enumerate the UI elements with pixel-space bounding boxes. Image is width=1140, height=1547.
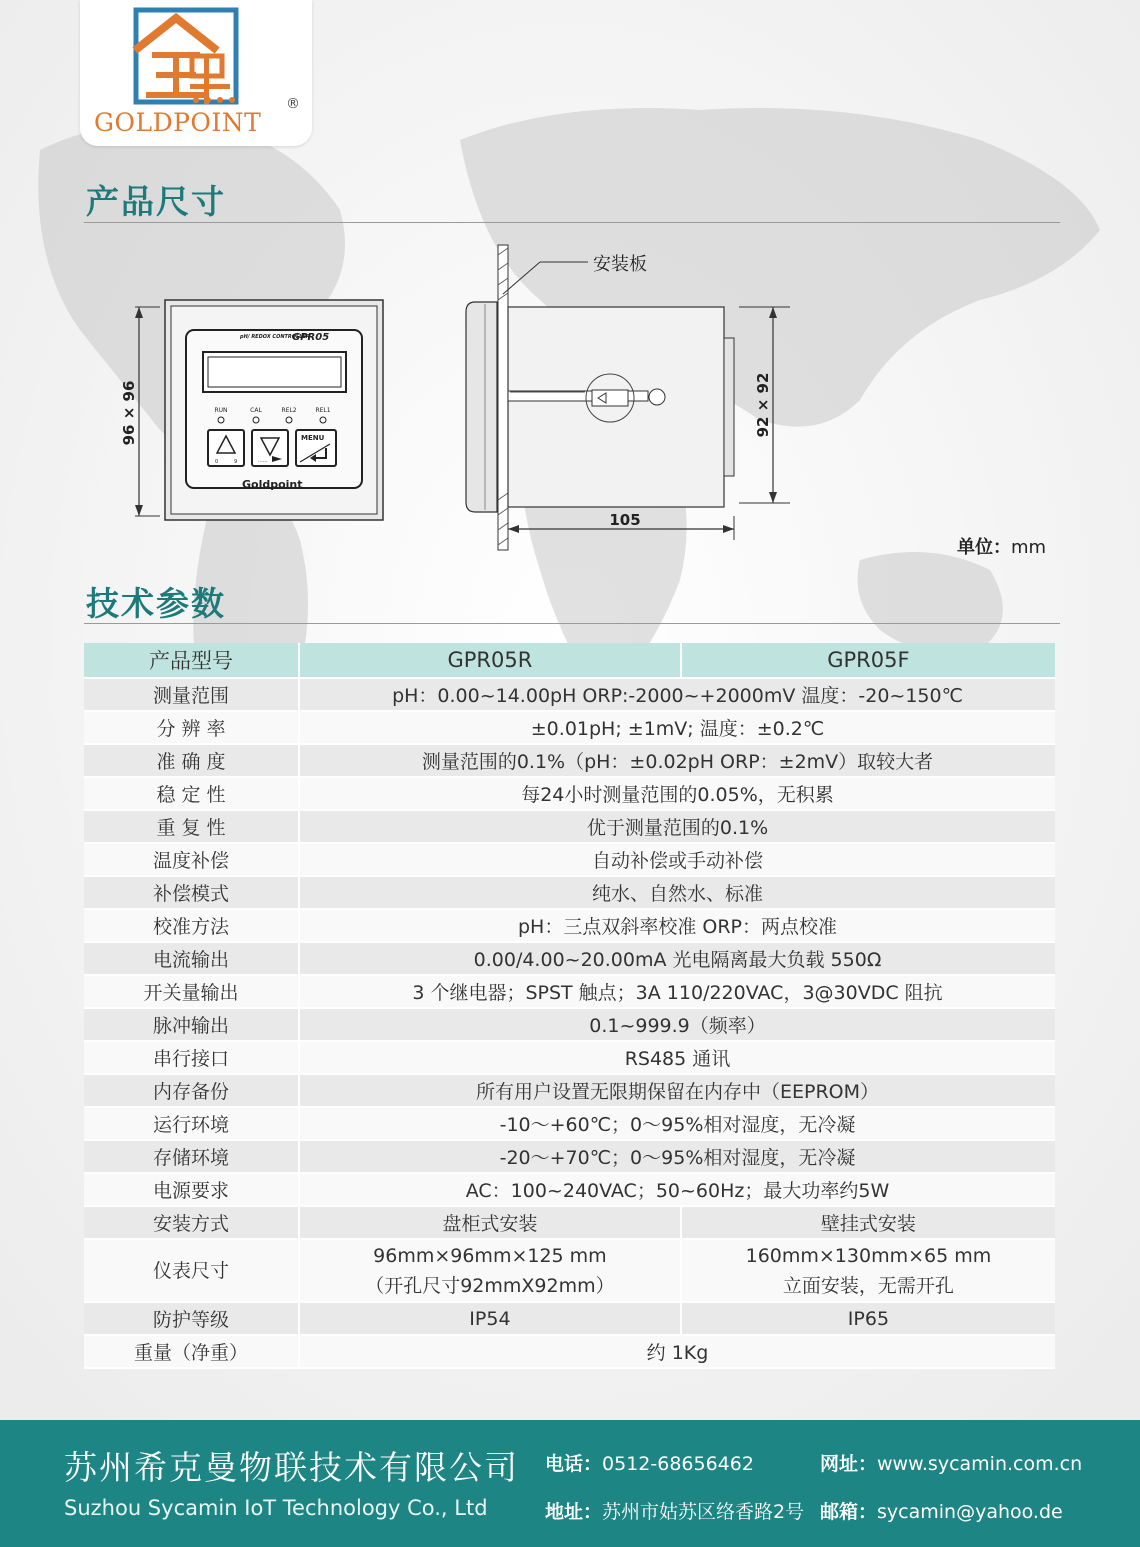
- email-label: 邮箱：: [820, 1501, 878, 1523]
- size-wall-line2: 立面安装，无需开孔: [782, 1274, 954, 1297]
- row-value: 自动补偿或手动补偿: [300, 844, 1055, 877]
- menu-enter-key: [296, 430, 336, 466]
- company-name-en: Suzhou Sycamin IoT Technology Co., Ltd: [64, 1496, 488, 1520]
- row-key: 电流输出: [84, 943, 300, 976]
- panel-model: GPR05: [292, 332, 330, 343]
- table-row: [84, 1141, 1055, 1174]
- company-logo: [80, 0, 312, 146]
- mount-plate-label: 安装板: [593, 254, 647, 275]
- row-key: 脉冲输出: [84, 1009, 300, 1042]
- row-value: pH：三点双斜率校准 ORP：两点校准: [300, 910, 1055, 943]
- table-row: [84, 976, 1055, 1009]
- table-row: [84, 1207, 1055, 1240]
- depth-dimension-label: 105: [609, 511, 641, 529]
- row-key: 分 辨 率: [84, 712, 300, 745]
- row-value: -10～+60℃；0～95%相对湿度，无冷凝: [300, 1108, 1055, 1141]
- row-value: 纯水、自然水、标准: [300, 877, 1055, 910]
- protection-key: 防护等级: [84, 1303, 300, 1336]
- row-key: 电源要求: [84, 1174, 300, 1207]
- table-row: [84, 1042, 1055, 1075]
- key-label-9: 9: [234, 459, 238, 465]
- email-link[interactable]: sycamin@yahoo.de: [877, 1501, 1063, 1523]
- row-value: 0.1~999.9（频率）: [300, 1009, 1055, 1042]
- size-panel-line2: （开孔尺寸92mmX92mm）: [365, 1274, 615, 1297]
- header-model-r: GPR05R: [300, 643, 682, 679]
- section-divider: [84, 222, 1060, 223]
- front-dimension-label: 96 × 96: [120, 380, 138, 446]
- header-model-f: GPR05F: [682, 643, 1055, 679]
- row-key: 开关量输出: [84, 976, 300, 1009]
- logo-wordmark: GOLDPOINT: [94, 108, 262, 137]
- header-key: 产品型号: [84, 643, 300, 679]
- install-panel: 盘柜式安装: [300, 1207, 682, 1240]
- controller-label: pH/ REDOX CONTROLLER: [240, 334, 310, 340]
- row-key: 稳 定 性: [84, 778, 300, 811]
- menu-key-label: MENU: [301, 434, 325, 442]
- table-row: [84, 1240, 1055, 1303]
- row-value: pH：0.00~14.00pH ORP:-2000~+2000mV 温度：-20~150℃: [300, 679, 1055, 712]
- side-view: [466, 245, 790, 550]
- row-value: 3 个继电器；SPST 触点；3A 110/220VAC，3@30VDC 阻抗: [300, 976, 1055, 1009]
- table-row: [84, 943, 1055, 976]
- size-panel-line1: 96mm×96mm×125 mm: [373, 1244, 607, 1267]
- table-row: [84, 679, 1055, 712]
- row-value: 测量范围的0.1%（pH：±0.02pH ORP：±2mV）取较大者: [300, 745, 1055, 778]
- svg-text:......: ......: [258, 458, 268, 464]
- row-value: ±0.01pH; ±1mV; 温度：±0.2℃: [300, 712, 1055, 745]
- row-key: 存储环境: [84, 1141, 300, 1174]
- address-info: [545, 1497, 804, 1524]
- front-view: [120, 300, 383, 520]
- panel-brand: Goldpoint: [242, 478, 303, 491]
- row-key: 温度补偿: [84, 844, 300, 877]
- size-key: 仪表尺寸: [84, 1240, 300, 1303]
- install-key: 安装方式: [84, 1207, 300, 1240]
- address-label: 地址：: [545, 1501, 603, 1523]
- row-key: 补偿模式: [84, 877, 300, 910]
- table-row: [84, 910, 1055, 943]
- table-row: [84, 1075, 1055, 1108]
- table-row: [84, 1108, 1055, 1141]
- led-cal-label: CAL: [250, 407, 262, 414]
- up-key: [208, 430, 244, 466]
- website-link[interactable]: www.sycamin.com.cn: [877, 1453, 1083, 1475]
- size-wall-line1: 160mm×130mm×65 mm: [745, 1244, 992, 1267]
- phone-label: 电话：: [545, 1453, 603, 1475]
- row-value: 0.00/4.00~20.00mA 光电隔离最大负载 550Ω: [300, 943, 1055, 976]
- unit-label: 单位：: [957, 537, 1011, 558]
- install-wall: 壁挂式安装: [682, 1207, 1055, 1240]
- protection-panel: IP54: [300, 1303, 682, 1336]
- spec-table: [84, 643, 1055, 1369]
- company-name-cn: 苏州希克曼物联技术有限公司: [64, 1448, 519, 1487]
- row-key: 运行环境: [84, 1108, 300, 1141]
- row-key: 测量范围: [84, 679, 300, 712]
- registered-mark: ®: [286, 96, 300, 112]
- row-key: 内存备份: [84, 1075, 300, 1108]
- table-row: [84, 1174, 1055, 1207]
- phone-number[interactable]: 0512-68656462: [602, 1453, 754, 1475]
- table-row: [84, 1303, 1055, 1336]
- section-divider: [84, 623, 1060, 624]
- section-title-dimensions: 产品尺寸: [86, 182, 226, 221]
- row-value: 所有用户设置无限期保留在内存中（EEPROM）: [300, 1075, 1055, 1108]
- key-label-0: 0: [215, 459, 219, 465]
- table-row: [84, 778, 1055, 811]
- unit-note: [957, 533, 1046, 559]
- row-key: 重 复 性: [84, 811, 300, 844]
- email-info: [820, 1497, 1063, 1524]
- table-header-row: [84, 643, 1055, 679]
- address-text: 苏州市姑苏区络香路2号: [602, 1501, 805, 1523]
- website-info: [820, 1449, 1082, 1476]
- row-key: 准 确 度: [84, 745, 300, 778]
- table-row: [84, 1336, 1055, 1369]
- row-value: AC：100~240VAC；50~60Hz；最大功率约5W: [300, 1174, 1055, 1207]
- dimension-diagram: [0, 230, 1140, 560]
- protection-wall: IP65: [682, 1303, 1055, 1336]
- weight-value: 约 1Kg: [300, 1336, 1055, 1369]
- unit-value: mm: [1011, 537, 1047, 558]
- cutout-dimension-label: 92 × 92: [754, 372, 772, 438]
- row-key: 校准方法: [84, 910, 300, 943]
- row-value: 每24小时测量范围的0.05%，无积累: [300, 778, 1055, 811]
- weight-key: 重量（净重）: [84, 1336, 300, 1369]
- row-value: RS485 通讯: [300, 1042, 1055, 1075]
- row-key: 串行接口: [84, 1042, 300, 1075]
- led-rel1-label: REL1: [315, 407, 331, 414]
- led-run-label: RUN: [214, 407, 228, 414]
- phone-info: [545, 1449, 754, 1476]
- table-row: [84, 712, 1055, 745]
- table-row: [84, 1009, 1055, 1042]
- down-shift-key: [252, 430, 288, 466]
- section-title-specs: 技术参数: [86, 584, 226, 623]
- row-value: 优于测量范围的0.1%: [300, 811, 1055, 844]
- table-row: [84, 877, 1055, 910]
- row-value: -20～+70℃；0～95%相对湿度，无冷凝: [300, 1141, 1055, 1174]
- size-panel: [300, 1240, 682, 1303]
- size-wall: [682, 1240, 1055, 1303]
- footer: [0, 1420, 1140, 1547]
- website-label: 网址：: [820, 1453, 878, 1475]
- table-row: [84, 811, 1055, 844]
- table-row: [84, 745, 1055, 778]
- led-rel2-label: REL2: [281, 407, 297, 414]
- table-row: [84, 844, 1055, 877]
